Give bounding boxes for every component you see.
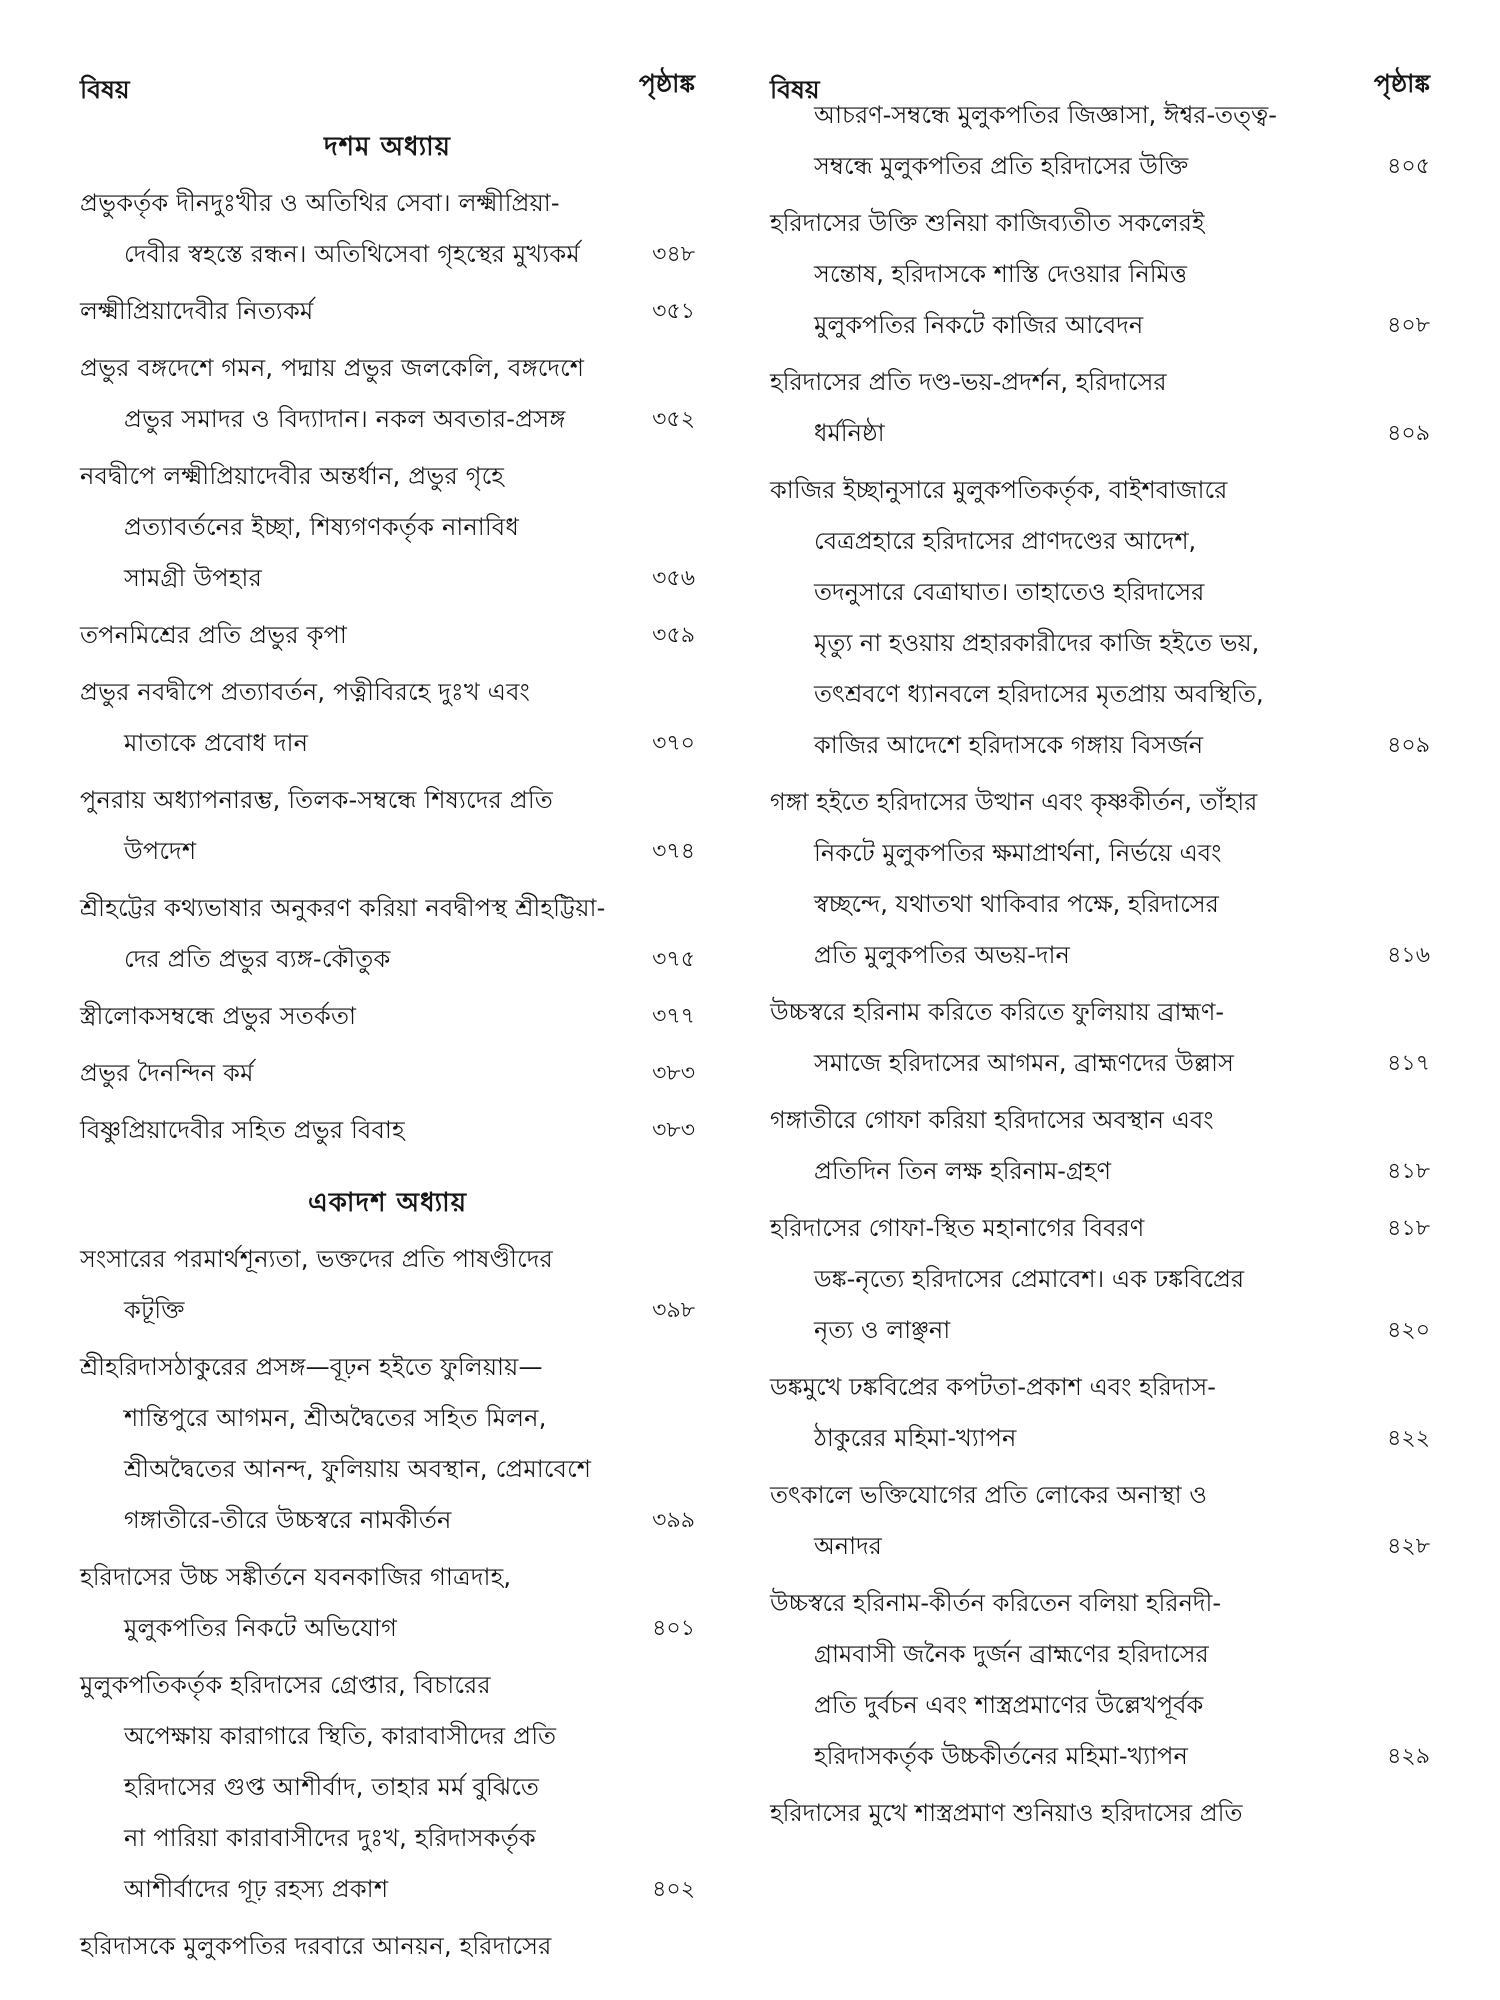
entry-page-number: ৩৫৬ [652, 566, 695, 591]
entry-line: গঙ্গা হইতে হরিদাসের উত্থান এবং কৃষ্ণকীর্তন, তাঁহার [770, 788, 1258, 816]
entry-page-number: ৪২০ [1387, 1318, 1430, 1343]
entry-line: হরিদাসের গোফা-স্থিত মহানাগের বিবরণ [770, 1214, 1145, 1242]
entry-line: পুনরায় অধ্যাপনারম্ভ, তিলক-সম্বন্ধে শিষ্যদের প্রতি [80, 786, 553, 814]
entry-page-number: ৩৫১ [652, 299, 695, 324]
entry-line: উচ্চস্বরে হরিনাম-কীর্তন করিতেন বলিয়া হরিনদী- [770, 1589, 1222, 1617]
entry-line: উপদেশ [124, 837, 197, 865]
entry-line: কাজির আদেশে হরিদাসকে গঙ্গায় বিসর্জন [814, 731, 1204, 759]
entry-line: শান্তিপুরে আগমন, শ্রীঅদ্বৈতের সহিত মিলন, [124, 1404, 547, 1432]
entry-line: শ্রীহরিদাসঠাকুরের প্রসঙ্গ—বূঢ়ন হইতে ফুলিয়ায়— [80, 1353, 543, 1381]
entry-line: দেবীর স্বহস্তে রন্ধন। অতিথিসেবা গৃহস্থের মুখ্যকর্ম [124, 240, 580, 268]
toc-entry [80, 1660, 695, 1915]
page-column-label: পৃষ্ঠাঙ্ক [1373, 69, 1430, 98]
entry-line: মৃত্যু না হওয়ায় প্রহারকারীদের কাজি হইতে ভয়, [814, 629, 1260, 657]
entry-page-number: ৩৯৯ [652, 1508, 695, 1533]
column-header [80, 40, 695, 110]
entry-line: সন্তোষ, হরিদাসকে শাস্তি দেওয়ার নিমিত্ত [814, 260, 1188, 288]
entry-line: কাজির ইচ্ছানুসারে মুলুকপতিকর্তৃক, বাইশবাজারে [770, 476, 1228, 504]
entry-line: নৃত্য ও লাঞ্ছনা [814, 1316, 951, 1344]
entry-page-number: ৪০৮ [1387, 313, 1430, 338]
entry-page-number: ৩৯৮ [652, 1298, 695, 1323]
entry-page-number: ৩৭৫ [652, 947, 695, 972]
entry-page-number: ৪১৭ [1387, 1051, 1430, 1076]
entry-line: হরিদাসের মুখে শাস্ত্রপ্রমাণ শুনিয়াও হরিদাসের প্রতি [770, 1799, 1243, 1827]
entry-line: তৎকালে ভক্তিযোগের প্রতি লোকের অনাস্থা ও [770, 1481, 1207, 1509]
chapter-heading-10: দশম অধ্যায় [323, 132, 452, 162]
entry-line: প্রভুর সমাদর ও বিদ্যাদান। নকল অবতার-প্রসঙ্গ [124, 405, 566, 433]
entry-line: মাতাকে প্রবোধ দান [124, 729, 309, 757]
entry-page-number: ৪২৯ [1387, 1744, 1430, 1769]
entry-page-number: ৩৭৪ [652, 839, 695, 864]
chapter-11-entries [80, 1234, 695, 1972]
toc-entry [770, 198, 1430, 351]
entry-line: অপেক্ষায় কারাগারে স্থিতি, কারাবাসীদের প্রতি [124, 1722, 557, 1750]
entry-line: কটূক্তি [124, 1296, 185, 1324]
entry-page-number: ৩৫২ [652, 407, 695, 432]
right-column [770, 40, 1430, 1960]
entry-line: তপনমিশ্রের প্রতি প্রভুর কৃপা [80, 621, 348, 649]
entry-line: সামগ্রী উপহার [124, 564, 262, 592]
entry-page-number: ৪০৯ [1387, 733, 1430, 758]
toc-entry [80, 178, 695, 280]
toc-entry [80, 1234, 695, 1336]
toc-entry [770, 357, 1430, 459]
entry-page-number: ৩৭০ [652, 731, 695, 756]
entry-line: আশীর্বাদের গূঢ় রহস্য প্রকাশ [124, 1875, 389, 1903]
toc-entry [770, 1095, 1430, 1197]
entry-line: দের প্রতি প্রভুর ব্যঙ্গ-কৌতুক [124, 945, 391, 973]
entry-page-number: ৩৮৩ [652, 1061, 695, 1086]
entry-line: ঠাকুরের মহিমা-খ্যাপন [814, 1424, 1017, 1452]
toc-entry [80, 775, 695, 877]
entry-line: শ্রীহট্টের কথ্যভাষার অনুকরণ করিয়া নবদ্বীপস্থ শ্রীহট্টিয়া- [80, 894, 606, 922]
entry-line: ধর্মনিষ্ঠা [814, 419, 885, 447]
entry-line: হরিদাসের উচ্চ সঙ্কীর্তনে যবনকাজির গাত্রদাহ, [80, 1563, 512, 1591]
entry-line: নবদ্বীপে লক্ষ্মীপ্রিয়াদেবীর অন্তর্ধান, প্রভুর গৃহে [80, 462, 505, 490]
entry-page-number: ৪২৮ [1387, 1534, 1430, 1559]
toc-entry [80, 286, 695, 337]
entry-page-number: ৪১৮ [1387, 1216, 1430, 1241]
entry-page-number: ৪১৬ [1387, 943, 1430, 968]
toc-entry [770, 1470, 1430, 1572]
entry-line: গ্রামবাসী জনৈক দুর্জন ব্রাহ্মণের হরিদাসের [814, 1640, 1209, 1668]
entry-page-number: ৪০২ [652, 1877, 695, 1902]
entry-line: শ্রীঅদ্বৈতের আনন্দ, ফুলিয়ায় অবস্থান, প্রেমাবেশে [124, 1455, 592, 1483]
entry-page-number: ৪১৮ [1387, 1159, 1430, 1184]
entry-line: প্রভুর নবদ্বীপে প্রত্যাবর্তন, পত্নীবিরহে দুঃখ এবং [80, 678, 530, 706]
chapter-heading-11: একাদশ অধ্যায় [307, 1188, 468, 1218]
toc-entry [770, 90, 1430, 192]
toc-entry [80, 610, 695, 661]
topic-column-label: বিষয় [770, 75, 820, 104]
entry-line: গঙ্গাতীরে-তীরে উচ্চস্বরে নামকীর্তন [124, 1506, 452, 1534]
entry-line: প্রভুর বঙ্গদেশে গমন, পদ্মায় প্রভুর জলকেলি, বঙ্গদেশে [80, 354, 585, 382]
entry-line: তৎশ্রবণে ধ্যানবলে হরিদাসের মৃতপ্রায় অবস্থিতি, [814, 680, 1264, 708]
toc-entry [80, 451, 695, 604]
toc-entry [770, 1788, 1430, 1839]
entry-line: সমাজে হরিদাসের আগমন, ব্রাহ্মণদের উল্লাস [814, 1049, 1234, 1077]
toc-entry [80, 343, 695, 445]
entry-page-number: ৪২২ [1387, 1426, 1430, 1451]
right-column-entries [770, 90, 1430, 1839]
entry-line: প্রতি দুর্বচন এবং শাস্ত্রপ্রমাণের উল্লেখপূর্বক [814, 1691, 1204, 1719]
entry-page-number: ৩৭৭ [652, 1004, 695, 1029]
entry-line: হরিদাসকে মুলুকপতির দরবারে আনয়ন, হরিদাসের [80, 1932, 552, 1960]
toc-entry [80, 991, 695, 1042]
entry-page-number: ৩৫৯ [652, 623, 695, 648]
entry-line: স্ত্রীলোকসম্বন্ধে প্রভুর সতর্কতা [80, 1002, 357, 1030]
left-column [80, 40, 695, 1960]
entry-line: লক্ষ্মীপ্রিয়াদেবীর নিত্যকর্ম [80, 297, 314, 325]
entry-line: প্রতিদিন তিন লক্ষ হরিনাম-গ্রহণ [814, 1157, 1112, 1185]
entry-line: মুলুকপতির নিকটে কাজির আবেদন [814, 311, 1144, 339]
entry-line: মুলুকপতির নিকটে অভিযোগ [124, 1614, 398, 1642]
toc-entry [770, 465, 1430, 771]
toc-entry [80, 1921, 695, 1972]
toc-entry [770, 1203, 1430, 1254]
entry-line: হরিদাসের গুপ্ত আশীর্বাদ, তাহার মর্ম বুঝিতে [124, 1773, 540, 1801]
entry-line: সম্বন্ধে মুলুকপতির প্রতি হরিদাসের উক্তি [814, 152, 1189, 180]
entry-page-number: ৩৮৩ [652, 1118, 695, 1143]
toc-entry [770, 1362, 1430, 1464]
entry-line: প্রভুকর্তৃক দীনদুঃখীর ও অতিথির সেবা। লক্ষ্মীপ্রিয়া- [80, 189, 560, 217]
entry-line: ডঙ্ক-নৃত্যে হরিদাসের প্রেমাবেশ। এক ঢঙ্কবিপ্রের [814, 1265, 1245, 1293]
entry-line: প্রভুর দৈনন্দিন কর্ম [80, 1059, 254, 1087]
entry-line: প্রতি মুলুকপতির অভয়-দান [814, 941, 1070, 969]
toc-entry [80, 1552, 695, 1654]
topic-column-label: বিষয় [80, 75, 130, 104]
entry-line: হরিদাসের উক্তি শুনিয়া কাজিব্যতীত সকলেরই [770, 209, 1205, 237]
entry-line: তদনুসারে বেত্রাঘাত। তাহাতেও হরিদাসের [814, 578, 1205, 606]
toc-entry [80, 1048, 695, 1099]
toc-entry [80, 883, 695, 985]
entry-line: ডঙ্কমুখে ঢঙ্কবিপ্রের কপটতা-প্রকাশ এবং হরিদাস- [770, 1373, 1216, 1401]
entry-page-number: ৩৪৮ [652, 242, 695, 267]
entry-page-number: ৪০৫ [1387, 154, 1430, 179]
entry-line: বেত্রপ্রহারে হরিদাসের প্রাণদণ্ডের আদেশ, [814, 527, 1197, 555]
entry-line: মুলুকপতিকর্তৃক হরিদাসের গ্রেপ্তার, বিচারের [80, 1671, 491, 1699]
toc-entry [770, 987, 1430, 1089]
entry-line: না পারিয়া কারাবাসীদের দুঃখ, হরিদাসকর্তৃক [124, 1824, 536, 1852]
entry-line: গঙ্গাতীরে গোফা করিয়া হরিদাসের অবস্থান এবং [770, 1106, 1214, 1134]
toc-entry [80, 1105, 695, 1156]
entry-line: হরিদাসকর্তৃক উচ্চকীর্তনের মহিমা-খ্যাপন [814, 1742, 1188, 1770]
entry-line: বিষ্ণুপ্রিয়াদেবীর সহিত প্রভুর বিবাহ [80, 1116, 405, 1144]
entry-page-number: ৪০৯ [1387, 421, 1430, 446]
entry-line: স্বচ্ছন্দে, যথাতথা থাকিবার পক্ষে, হরিদাসের [814, 890, 1219, 918]
entry-line: সংসারের পরমার্থশূন্যতা, ভক্তদের প্রতি পাষণ্ডীদের [80, 1245, 553, 1273]
toc-entry [80, 667, 695, 769]
toc-entry [770, 1578, 1430, 1782]
page-column-label: পৃষ্ঠাঙ্ক [638, 69, 695, 98]
entry-line: প্রত্যাবর্তনের ইচ্ছা, শিষ্যগণকর্তৃক নানাবিধ [124, 513, 519, 541]
entry-page-number: ৪০১ [652, 1616, 695, 1641]
entry-line: আচরণ-সম্বন্ধে মুলুকপতির জিজ্ঞাসা, ঈশ্বর-তত্ত্ব- [814, 101, 1277, 129]
entry-line: হরিদাসের প্রতি দণ্ড-ভয়-প্রদর্শন, হরিদাসের [770, 368, 1167, 396]
entry-line: নিকটে মুলুকপতির ক্ষমাপ্রার্থনা, নির্ভয়ে এবং [814, 839, 1222, 867]
entry-line: অনাদর [814, 1532, 882, 1560]
toc-entry [80, 1342, 695, 1546]
entry-line: উচ্চস্বরে হরিনাম করিতে করিতে ফুলিয়ায় ব্রাহ্মণ- [770, 998, 1225, 1026]
toc-entry [770, 1254, 1430, 1356]
toc-entry [770, 777, 1430, 981]
chapter-10-entries [80, 178, 695, 1156]
